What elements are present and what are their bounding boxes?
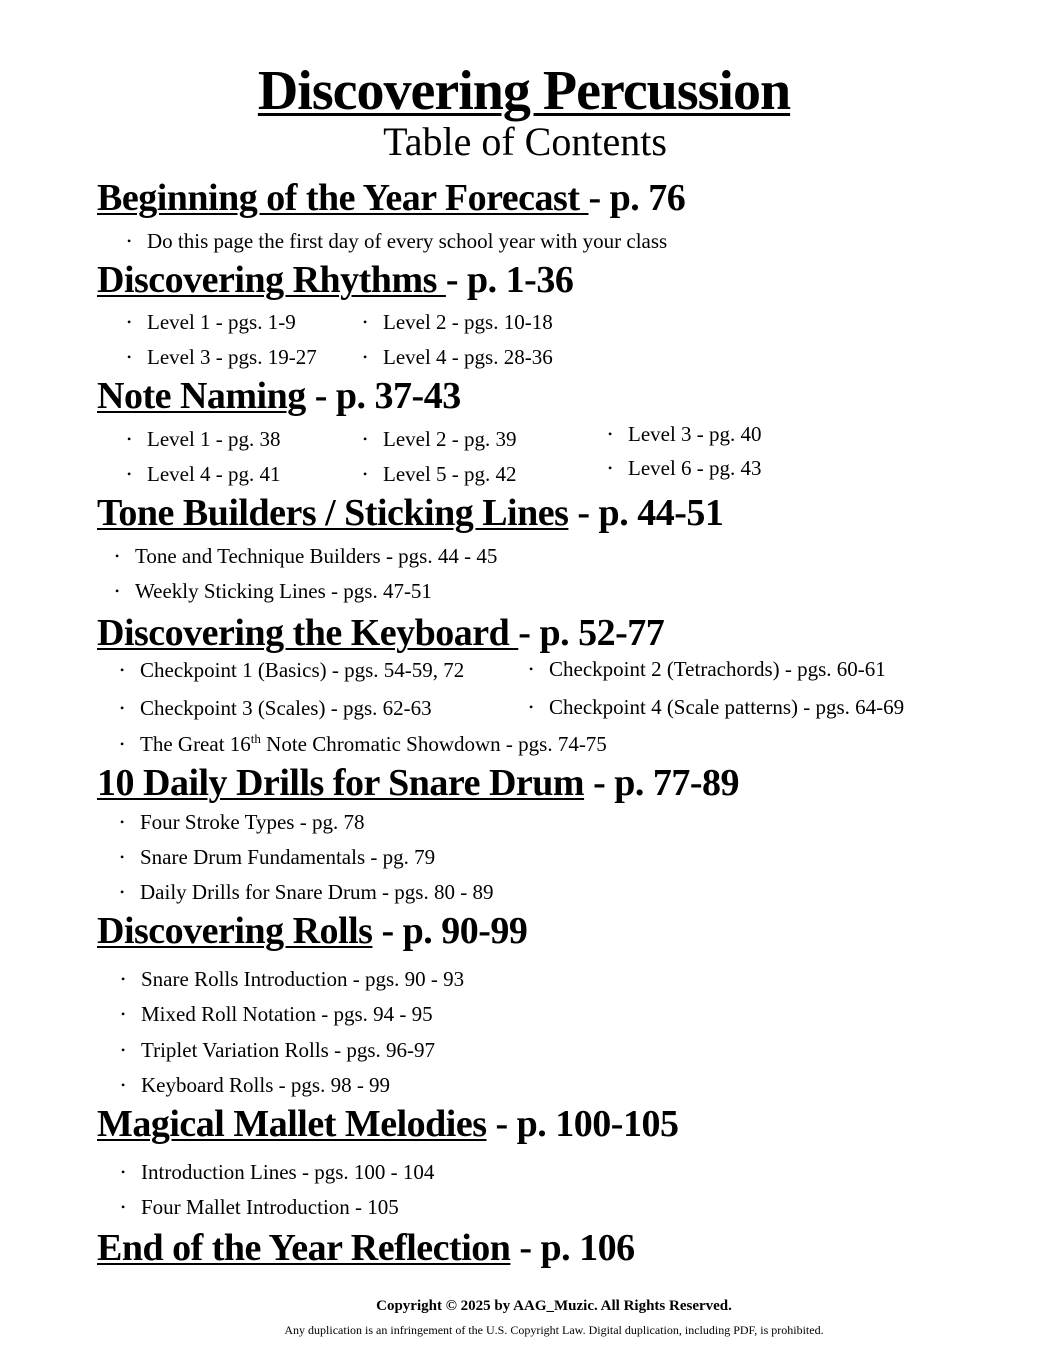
list-item: • Keyboard Rolls - pgs. 98 - 99 (121, 1073, 391, 1097)
list-item: • Level 2 - pg. 39 (363, 427, 517, 451)
list-item: • Checkpoint 2 (Tetrachords) - pgs. 60-61 (529, 657, 886, 681)
list-item: • Level 6 - pg. 43 (608, 456, 762, 480)
list-item: • Snare Drum Fundamentals - pg. 79 (120, 845, 436, 869)
list-item: • Four Stroke Types - pg. 78 (120, 810, 365, 834)
section-heading-note-naming: Note Naming - p. 37-43 (97, 375, 461, 417)
list-item: • Level 1 - pg. 38 (127, 427, 281, 451)
copyright-line: Copyright © 2025 by AAG_Muzic. All Rights Reserved. (376, 1298, 732, 1314)
list-item: • Level 3 - pg. 40 (608, 422, 762, 446)
list-item: • Level 4 - pg. 41 (127, 462, 281, 486)
list-item: • Daily Drills for Snare Drum - pgs. 80 - 89 (120, 880, 494, 904)
copyright-notice: Any duplication is an infringement of the U.S. Copyright Law. Digital duplication, including PDF, is prohibited. (284, 1323, 824, 1337)
list-item: • Checkpoint 3 (Scales) - pgs. 62-63 (120, 696, 432, 720)
section-heading-forecast: Beginning of the Year Forecast - p. 76 (97, 177, 686, 219)
section-heading-mallet-melodies: Magical Mallet Melodies - p. 100-105 (97, 1103, 679, 1145)
list-item: • Introduction Lines - pgs. 100 - 104 (121, 1160, 435, 1184)
section-heading-rolls: Discovering Rolls - p. 90-99 (97, 910, 528, 952)
list-item: • Mixed Roll Notation - pgs. 94 - 95 (121, 1002, 433, 1026)
list-item: • Level 3 - pgs. 19-27 (127, 345, 317, 369)
section-heading-tone-builders: Tone Builders / Sticking Lines - p. 44-51 (97, 492, 724, 534)
section-heading-keyboard: Discovering the Keyboard - p. 52-77 (97, 612, 665, 654)
list-item: • Level 4 - pgs. 28-36 (363, 345, 553, 369)
list-item: • Level 5 - pg. 42 (363, 462, 517, 486)
list-item: • Checkpoint 4 (Scale patterns) - pgs. 64-69 (529, 695, 905, 719)
list-item: • Level 2 - pgs. 10-18 (363, 310, 553, 334)
section-heading-daily-drills: 10 Daily Drills for Snare Drum - p. 77-89 (97, 762, 740, 804)
section-heading-rhythms: Discovering Rhythms - p. 1-36 (97, 259, 574, 301)
list-item: • Four Mallet Introduction - 105 (121, 1195, 399, 1219)
list-item: • Checkpoint 1 (Basics) - pgs. 54-59, 72 (120, 658, 465, 682)
list-item: • Weekly Sticking Lines - pgs. 47-51 (115, 579, 432, 603)
list-item: • The Great 16th Note Chromatic Showdown - pgs. 74-75 (120, 731, 607, 756)
document-title: Discovering Percussion (257, 60, 791, 122)
list-item: • Triplet Variation Rolls - pgs. 96-97 (121, 1038, 436, 1062)
list-item: • Snare Rolls Introduction - pgs. 90 - 93 (121, 967, 465, 991)
list-item: • Do this page the first day of every school year with your class (127, 229, 668, 253)
document-subtitle: Table of Contents (383, 119, 667, 164)
section-heading-reflection: End of the Year Reflection - p. 106 (97, 1227, 635, 1269)
list-item: • Level 1 - pgs. 1-9 (127, 310, 296, 334)
list-item: • Tone and Technique Builders - pgs. 44 - 45 (115, 544, 498, 568)
